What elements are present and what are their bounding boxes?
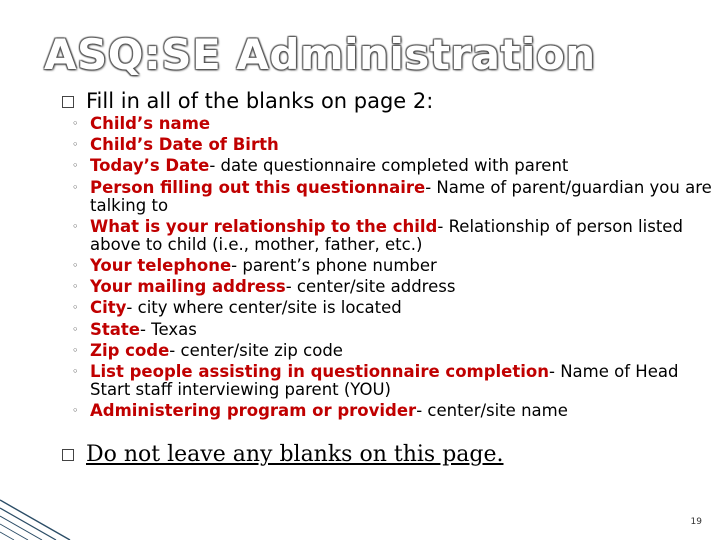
square-bullet-icon [62,449,74,461]
list-item-body [90,321,712,339]
field-label: Child’s Date of Birth [90,135,279,155]
ring-bullet-icon: ◦ [72,343,79,357]
field-label: Zip code [90,340,170,360]
field-description: - Name of parent/guardian you are talking to [90,177,712,215]
list-item-body [90,157,712,175]
ring-bullet-icon: ◦ [72,219,79,233]
ring-bullet-icon: ◦ [72,301,79,315]
list-item [72,115,712,133]
field-label: Your mailing address [90,277,286,297]
list-item-body [90,363,712,399]
field-label: List people assisting in questionnaire completion [90,361,550,381]
ring-bullet-icon: ◦ [72,404,79,418]
list-item-body [90,115,712,133]
field-description: - center/site address [285,277,456,297]
blank-fields-list [72,115,712,423]
list-item-body [90,342,712,360]
list-item-body [90,218,712,254]
ring-bullet-icon: ◦ [72,280,79,294]
field-label: Administering program or provider [90,401,417,421]
intro-line [62,89,433,113]
list-item [72,218,712,254]
list-item [72,257,712,275]
list-item [72,402,712,420]
list-item-body [90,179,712,215]
list-item [72,363,712,399]
list-item-body [90,402,712,420]
list-item [72,278,712,296]
list-item [72,179,712,215]
closing-line [62,442,504,467]
field-description: - date questionnaire completed with parent [209,156,569,176]
list-item [72,299,712,317]
field-description: - parent’s phone number [231,255,437,275]
field-description: - Texas [139,319,197,339]
field-label: Today’s Date [90,156,210,176]
ring-bullet-icon: ◦ [72,258,79,272]
list-item-body [90,299,712,317]
field-label: State [90,319,140,339]
list-item [72,342,712,360]
field-label: Child’s name [90,114,211,133]
page-number: 19 [690,517,702,527]
field-description: - city where center/site is located [126,298,402,318]
field-label: Your telephone [90,255,232,275]
list-item-body [90,136,712,154]
field-description: - Relationship of person listed above to child (i.e., mother, father, etc.) [90,216,683,254]
ring-bullet-icon: ◦ [72,138,79,152]
field-description: - center/site name [416,401,568,421]
ring-bullet-icon: ◦ [72,322,79,336]
ring-bullet-icon: ◦ [72,180,79,194]
field-label: What is your relationship to the child [90,216,438,236]
list-item [72,136,712,154]
field-label: Person filling out this questionnaire [90,177,426,197]
page-title: ASQ:SE Administration [44,30,596,79]
field-description: - center/site zip code [169,340,343,360]
list-item-body [90,257,712,275]
field-description: - Name of Head Start staff interviewing parent (YOU) [90,361,679,399]
square-bullet-icon [62,96,74,108]
ring-bullet-icon: ◦ [72,159,79,173]
ring-bullet-icon: ◦ [72,117,79,130]
list-item [72,321,712,339]
list-item-body [90,278,712,296]
ring-bullet-icon: ◦ [72,364,79,378]
list-item [72,157,712,175]
closing-text: Do not leave any blanks on this page. [86,442,504,467]
corner-decoration [0,480,80,540]
field-label: City [90,298,127,318]
intro-text: Fill in all of the blanks on page 2: [86,89,434,113]
